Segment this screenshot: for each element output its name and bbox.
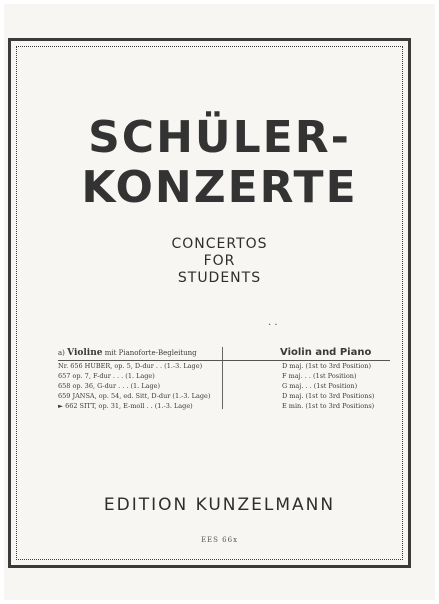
listing-right-header: Violin and Piano [280, 347, 372, 358]
list-item [58, 391, 390, 401]
subtitle-line-3: STUDENTS [177, 270, 262, 286]
catalog-code: EES 66x [200, 536, 239, 544]
list-item [58, 381, 390, 391]
list-item-right: E min. (1st to 3rd Positions) [282, 402, 375, 410]
list-item-left: 658 op. 36, G-dur . . . (1. Lage) [58, 382, 161, 390]
listing-left-header [58, 348, 197, 358]
list-item-right: F maj. . . (1st Position) [282, 372, 357, 380]
work-listing [58, 347, 390, 411]
list-item-right: D maj. (1st to 3rd Positions) [282, 392, 375, 400]
list-item [58, 361, 390, 371]
decorative-dots: · · [268, 320, 278, 331]
list-item-right: G maj. . . (1st Position) [282, 382, 358, 390]
list-item-highlighted [58, 401, 390, 411]
listing-suffix: mit Pianoforte-Begleitung [104, 349, 197, 357]
title-line-1: SCHÜLER- [88, 112, 351, 163]
title-line-2: KONZERTE [81, 162, 358, 213]
listing-instrument: Violine [67, 348, 103, 358]
list-item [58, 371, 390, 381]
listing-prefix: a) [58, 349, 65, 357]
list-item-left: 657 op. 7, F-dur . . . (1. Lage) [58, 372, 155, 380]
list-item-right: D maj. (1st to 3rd Position) [282, 362, 371, 370]
publisher-name: EDITION KUNZELMANN [103, 495, 336, 515]
subtitle-line-2: FOR [203, 253, 236, 269]
subtitle-line-1: CONCERTOS [171, 236, 268, 252]
list-item-left: ► 662 SITT, op. 31, E-moll . . (1.-3. Lage) [58, 402, 193, 410]
list-item-left: 659 JANSA, op. 54, ed. Sitt, D-dur (1.-3. Lage) [58, 392, 211, 400]
listing-header [58, 347, 390, 361]
list-item-left: Nr. 656 HUBER, op. 5, D-dur . . (1.-3. Lage) [58, 362, 203, 370]
